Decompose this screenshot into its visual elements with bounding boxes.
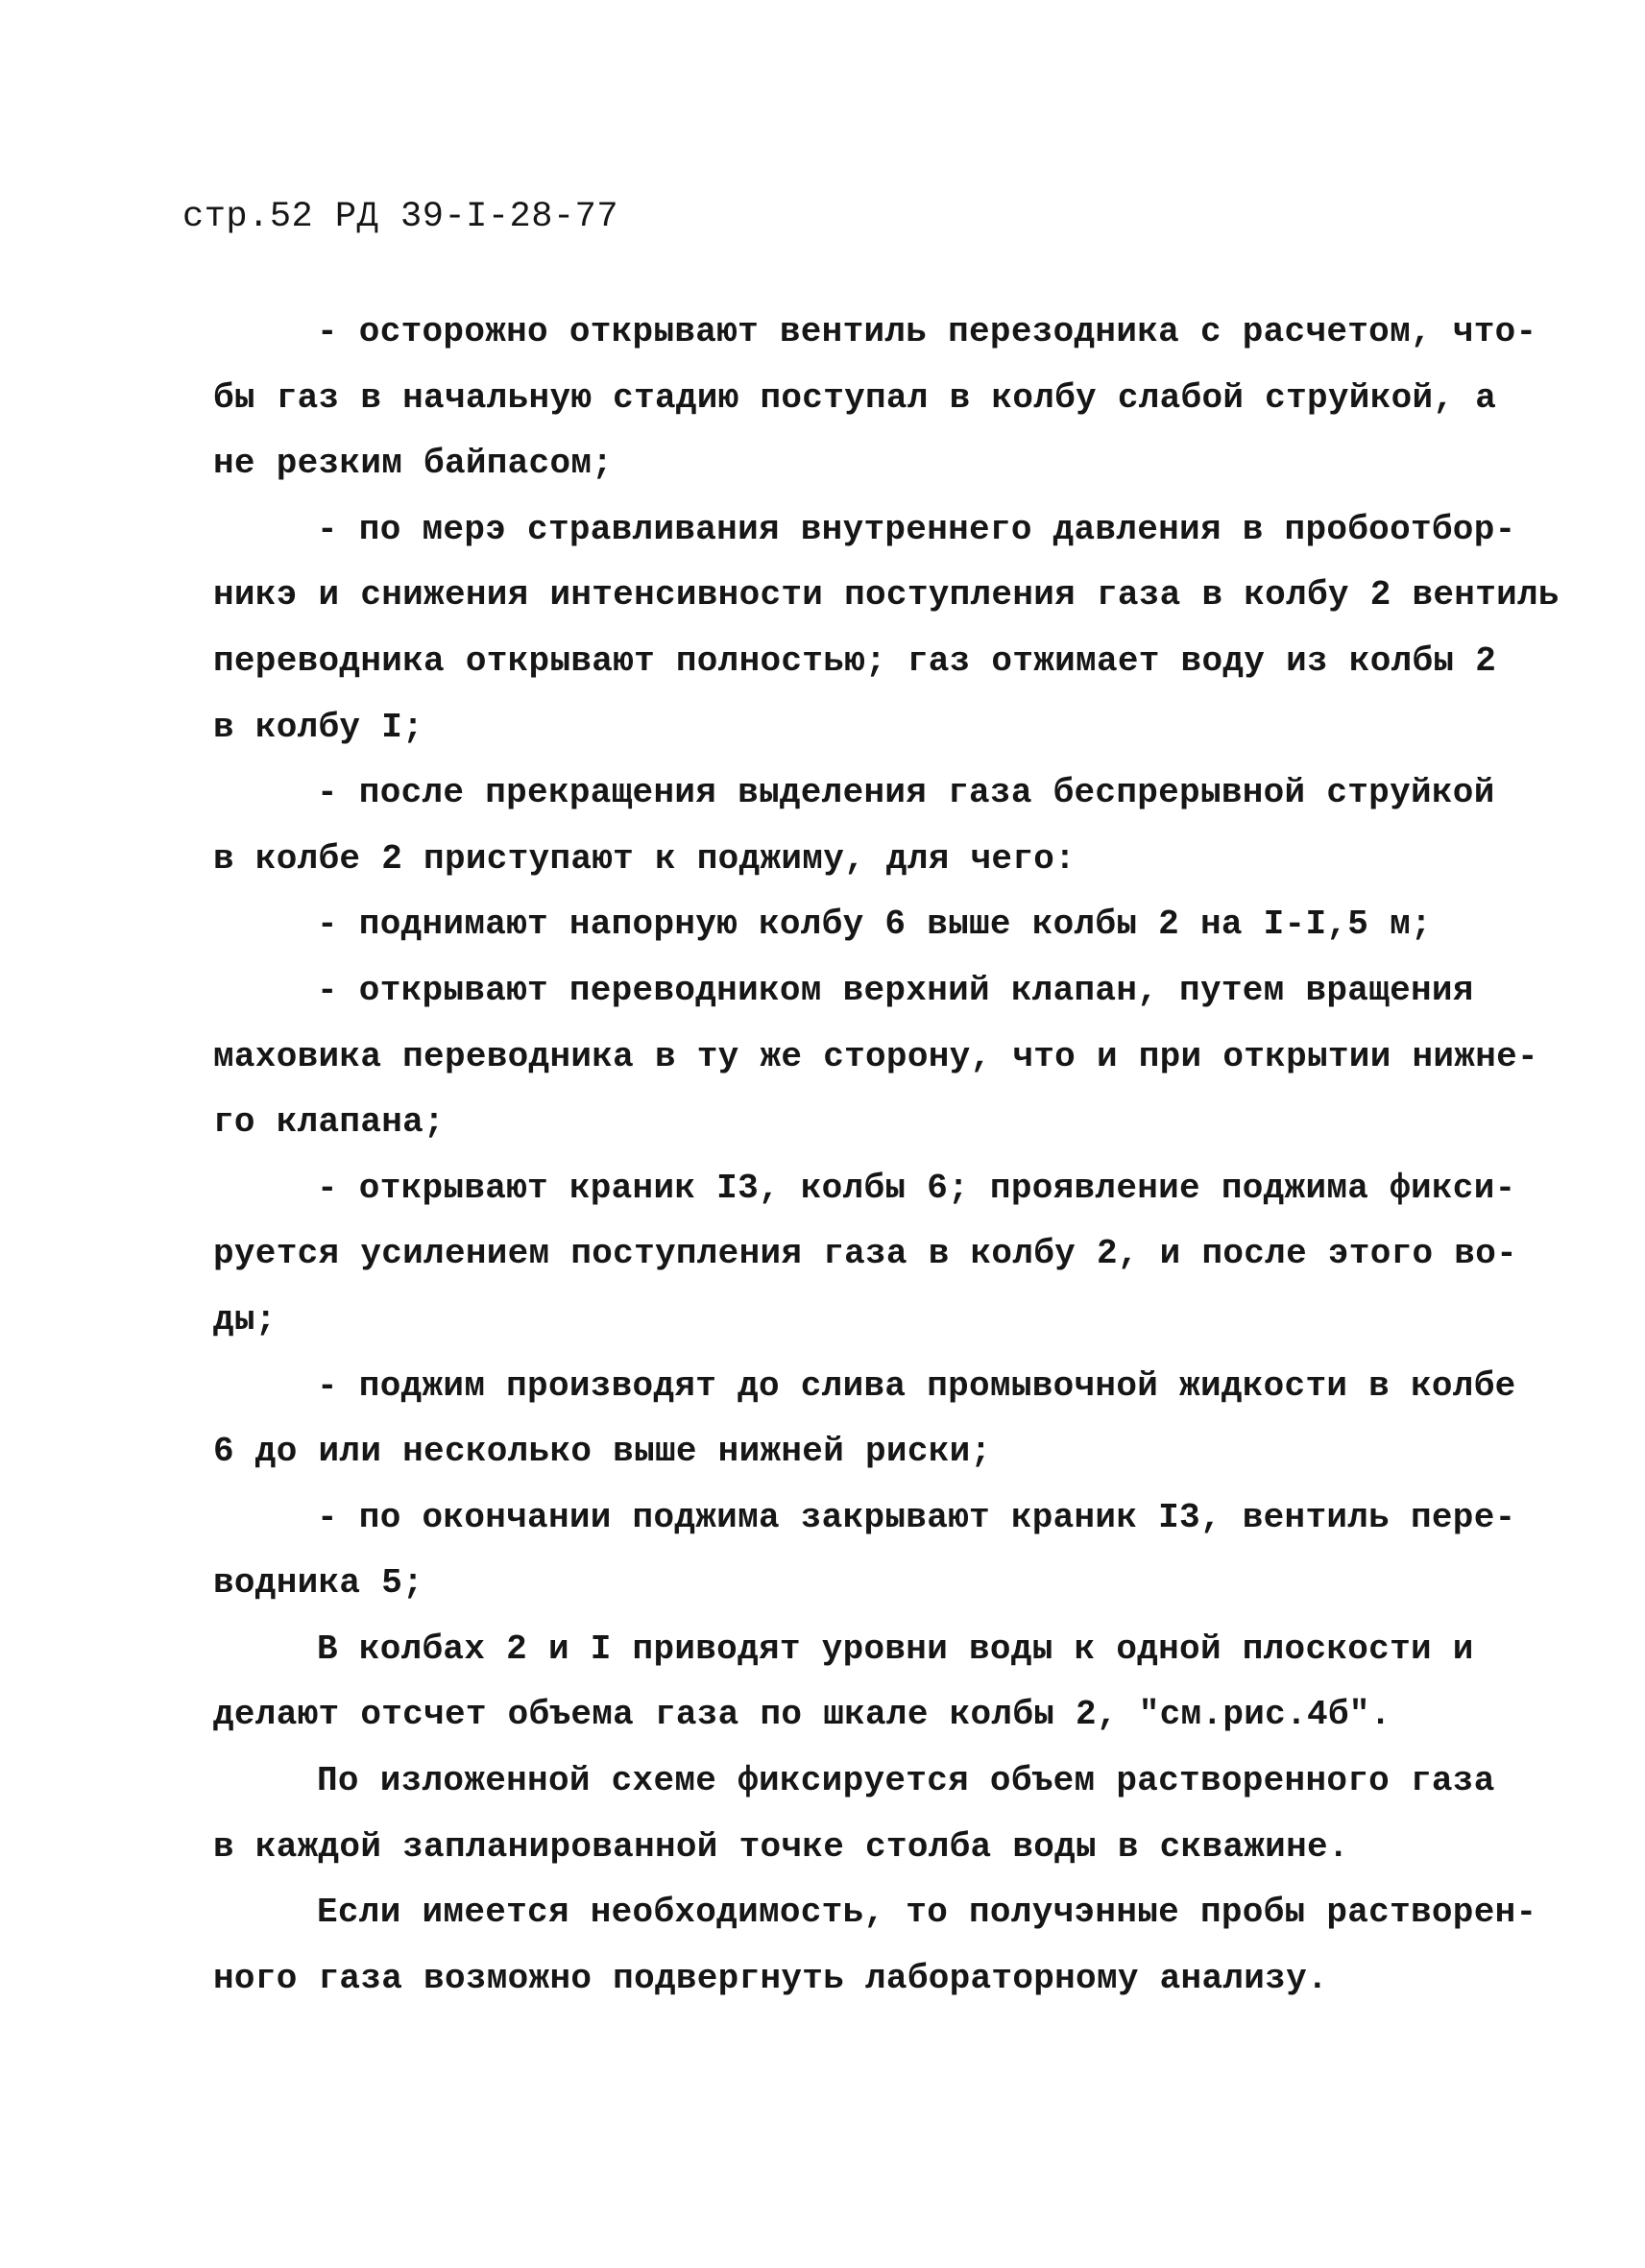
text-line: Если имеется необходимость, то получэнные пробы растворен- — [317, 1893, 1537, 1933]
text-line: 6 до или несколько выше нижней риски; — [213, 1432, 992, 1472]
text-line: никэ и снижения интенсивности поступления газа в колбу 2 вентиль — [213, 575, 1560, 615]
text-line: го клапана; — [213, 1102, 445, 1143]
text-line: маховика переводника в ту же сторону, что и при открытии нижне- — [213, 1036, 1538, 1076]
page-header: стр.52 РД 39-I-28-77 — [182, 197, 619, 237]
text-line: - по окончании поджима закрывают краник I3, вентиль пере- — [317, 1497, 1516, 1537]
text-line: руется усилением поступления газа в колбу 2, и после этого во- — [213, 1234, 1518, 1274]
text-line: переводника открывают полностью; газ отжимает воду из колбы 2 — [213, 640, 1497, 681]
text-line: ды; — [213, 1299, 277, 1339]
text-line: - открывают переводником верхний клапан, путем вращения — [317, 970, 1474, 1010]
text-line: - по мерэ стравливания внутреннего давления в пробоотбор- — [317, 509, 1516, 549]
text-line: делают отсчет объема газа по шкале колбы 2, "см.рис.4б". — [213, 1695, 1391, 1735]
text-line: По изложенной схеме фиксируется объем растворенного газа — [317, 1761, 1495, 1801]
text-line: в колбе 2 приступают к поджиму, для чего: — [213, 838, 1077, 879]
text-line: - после прекращения выделения газа беспрерывной струйкой — [317, 773, 1495, 813]
text-line: ного газа возможно подвергнуть лабораторному анализу. — [213, 1958, 1328, 1998]
text-line: в колбу I; — [213, 707, 424, 747]
text-line: - поднимают напорную колбу 6 выше колбы 2 на I-I,5 м; — [317, 905, 1432, 945]
text-line: не резким байпасом; — [213, 444, 614, 484]
document-body — [213, 300, 1560, 2012]
text-line: - открывают краник I3, колбы 6; проявление поджима фикси- — [317, 1168, 1516, 1208]
text-line: водника 5; — [213, 1563, 424, 1604]
text-line: в каждой запланированной точке столба воды в скважине. — [213, 1826, 1349, 1867]
text-line: - поджим производят до слива промывочной жидкости в колбе — [317, 1365, 1516, 1406]
text-line: - осторожно открывают вентиль перезодника с расчетом, что- — [317, 312, 1537, 351]
text-line: бы газ в начальную стадию поступал в колбу слабой струйкой, а — [213, 377, 1497, 418]
text-line: В колбах 2 и I приводят уровни воды к одной плоскости и — [317, 1629, 1474, 1669]
